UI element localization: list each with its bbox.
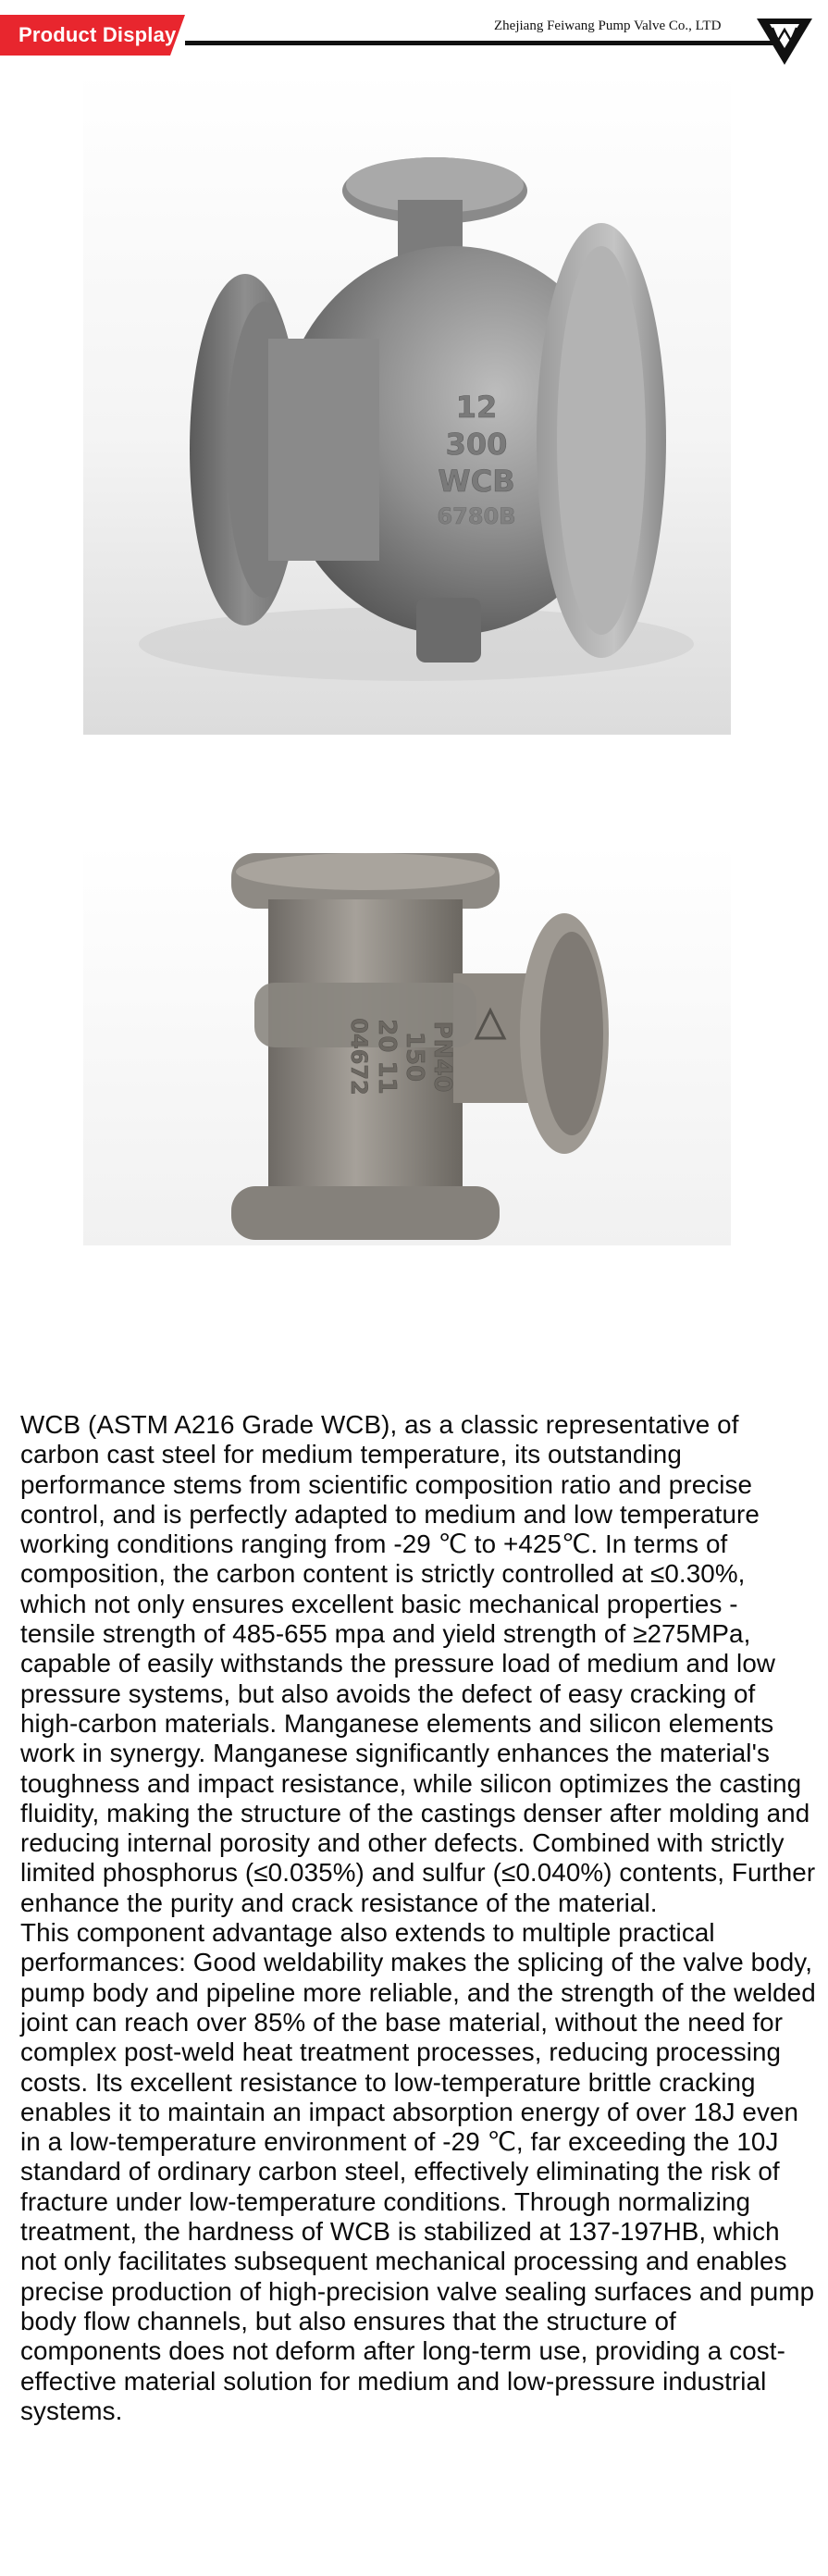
svg-text:PN40: PN40 xyxy=(428,1021,456,1093)
svg-text:300: 300 xyxy=(445,427,508,462)
svg-text:WCB: WCB xyxy=(438,464,515,499)
svg-text:20 11: 20 11 xyxy=(373,1019,401,1095)
company-name: Zhejiang Feiwang Pump Valve Co., LTD xyxy=(494,19,722,33)
svg-text:6780B: 6780B xyxy=(437,503,516,529)
cast-valve-body-photo xyxy=(83,70,731,735)
wcb-description xyxy=(20,1410,816,2426)
fw-valve-logo-icon xyxy=(757,17,812,67)
page-header xyxy=(0,0,828,74)
paragraph-composition: WCB (ASTM A216 Grade WCB), as a classic representative of carbon cast steel for medium temperature, its outstanding performance stems from scientific composition ratio and precise control, and is perfectly adapted to medium and low temperature working conditions ranging from -29 ℃ to +425℃. In terms of composition, the carbon content is strictly controlled at ≤0.30%, which not only ensures excellent basic mechanical properties - tensile strength of 485-655 mpa and yield strength of ≥275MPa, capable of easily withstands the pressure load of medium and low pressure systems, but also avoids the defect of easy cracking of high-carbon materials. Manganese elements and silicon elements work in synergy. Manganese significantly enhances the material's toughness and impact resistance, while silicon optimizes the casting fluidity, making the structure of the castings denser after molding and reducing internal porosity and other defects. Combined with strictly limited phosphorus (≤0.035%) and sulfur (≤0.040%) contents, Further enhance the purity and crack resistance of the material. xyxy=(20,1410,816,1917)
svg-text:150: 150 xyxy=(401,1031,428,1083)
product-display-badge xyxy=(0,15,185,56)
header-divider xyxy=(185,41,796,45)
svg-text:12: 12 xyxy=(455,390,498,425)
paragraph-performance: This component advantage also extends to multiple practical performances: Good weldability makes the splicing of the valve body, pump body and pipeline more reliable, and the strength of the welded joint can reach over 85% of the base material, without the need for complex post-weld heat treatment processes, reducing processing costs. Its excellent resistance to low-temperature brittle cracking enables it to maintain an impact absorption energy of over 18J even in a low-temperature environment of -29 ℃, far exceeding the 10J standard of ordinary carbon steel, effectively eliminating the risk of fracture under low-temperature conditions. Through normalizing treatment, the hardness of WCB is stabilized at 137-197HB, which not only facilitates subsequent mechanical processing and enables precise production of high-precision valve sealing surfaces and pump body flow channels, but also ensures that the structure of components does not deform after long-term use, providing a cost-effective material solution for medium and low-pressure industrial systems. xyxy=(20,1918,816,2425)
svg-text:04672: 04672 xyxy=(346,1018,372,1096)
cast-tee-valve-body-photo xyxy=(83,844,731,1245)
badge-label: Product Display xyxy=(19,23,177,46)
